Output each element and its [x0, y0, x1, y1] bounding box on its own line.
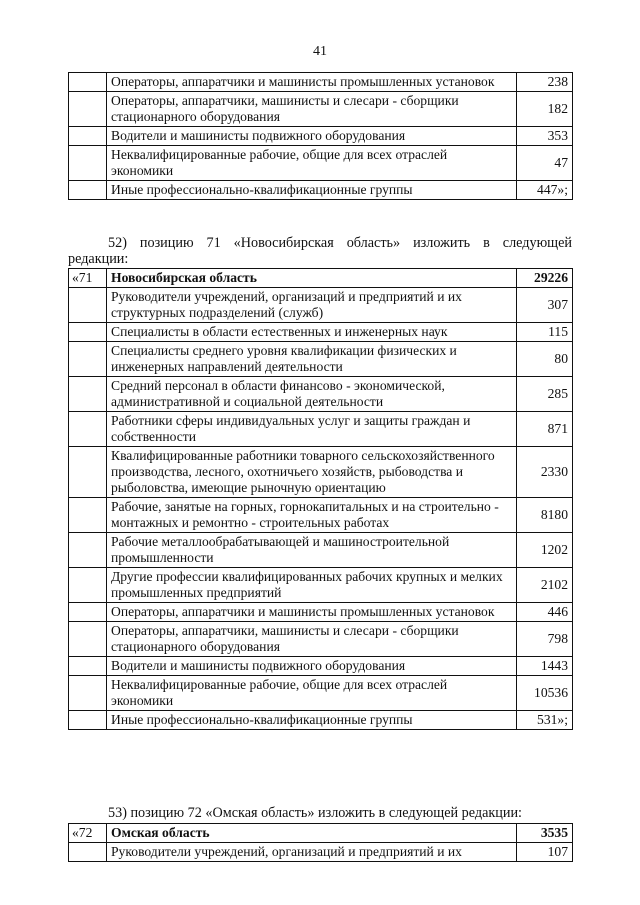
row-name: Иные профессионально-квалификационные группы — [107, 181, 517, 200]
page-number: 41 — [313, 44, 327, 59]
table-row — [69, 181, 573, 200]
row-value: 2330 — [517, 447, 573, 498]
row-name: Операторы, аппаратчики, машинисты и слесари - сборщики стационарного оборудования — [107, 622, 517, 657]
table-row — [69, 603, 573, 622]
row-name: Работники сферы индивидуальных услуг и защиты граждан и собственности — [107, 412, 517, 447]
table-row — [69, 323, 573, 342]
row-value: 238 — [517, 73, 573, 92]
row-value: 80 — [517, 342, 573, 377]
row-name: Омская область — [107, 824, 517, 843]
row-value: 3535 — [517, 824, 573, 843]
table-row — [69, 288, 573, 323]
row-value: 107 — [517, 843, 573, 862]
row-code: «71 — [69, 269, 107, 288]
row-code — [69, 342, 107, 377]
row-code: «72 — [69, 824, 107, 843]
row-code — [69, 657, 107, 676]
row-value: 115 — [517, 323, 573, 342]
row-value: 447»; — [517, 181, 573, 200]
table-row — [69, 622, 573, 657]
paragraph-52 — [68, 235, 572, 267]
omsk-table — [68, 823, 573, 862]
table-row — [69, 127, 573, 146]
row-code — [69, 533, 107, 568]
table-row — [69, 92, 573, 127]
row-name: Неквалифицированные рабочие, общие для всех отраслей экономики — [107, 676, 517, 711]
row-value: 285 — [517, 377, 573, 412]
table-row — [69, 146, 573, 181]
row-name: Водители и машинисты подвижного оборудования — [107, 657, 517, 676]
paragraph-53-line1: 53) позицию 72 «Омская область» изложить в следующей редакции: — [108, 805, 522, 821]
row-code — [69, 498, 107, 533]
row-code — [69, 127, 107, 146]
row-value: 29226 — [517, 269, 573, 288]
row-value: 8180 — [517, 498, 573, 533]
table-row — [69, 498, 573, 533]
row-code — [69, 843, 107, 862]
table-row — [69, 377, 573, 412]
row-code — [69, 711, 107, 730]
table-row — [69, 533, 573, 568]
row-value: 531»; — [517, 711, 573, 730]
row-name: Специалисты в области естественных и инженерных наук — [107, 323, 517, 342]
row-value: 871 — [517, 412, 573, 447]
row-code — [69, 73, 107, 92]
table-row — [69, 657, 573, 676]
row-value: 1443 — [517, 657, 573, 676]
row-value: 798 — [517, 622, 573, 657]
paragraph-53 — [68, 805, 572, 821]
row-value: 2102 — [517, 568, 573, 603]
row-value: 446 — [517, 603, 573, 622]
row-name: Другие профессии квалифицированных рабочих крупных и мелких промышленных предприятий — [107, 568, 517, 603]
table-row — [69, 568, 573, 603]
table-row — [69, 342, 573, 377]
row-name: Рабочие, занятые на горных, горнокапитальных и на строительно - монтажных и ремонтно - строительных работах — [107, 498, 517, 533]
row-code — [69, 622, 107, 657]
row-code — [69, 92, 107, 127]
row-name: Руководители учреждений, организаций и предприятий и их — [107, 843, 517, 862]
row-code — [69, 568, 107, 603]
row-code — [69, 146, 107, 181]
occupation-table-continued — [68, 72, 573, 200]
row-code — [69, 412, 107, 447]
row-value: 353 — [517, 127, 573, 146]
row-value: 47 — [517, 146, 573, 181]
row-name: Операторы, аппаратчики и машинисты промышленных установок — [107, 603, 517, 622]
row-code — [69, 288, 107, 323]
row-name: Операторы, аппаратчики, машинисты и слесари - сборщики стационарного оборудования — [107, 92, 517, 127]
row-code — [69, 377, 107, 412]
region-header-row — [69, 824, 573, 843]
region-header-row — [69, 269, 573, 288]
row-name: Специалисты среднего уровня квалификации физических и инженерных направлений деятельности — [107, 342, 517, 377]
row-name: Новосибирская область — [107, 269, 517, 288]
row-name: Рабочие металлообрабатывающей и машиностроительной промышленности — [107, 533, 517, 568]
row-name: Водители и машинисты подвижного оборудования — [107, 127, 517, 146]
row-value: 1202 — [517, 533, 573, 568]
row-name: Руководители учреждений, организаций и предприятий и их структурных подразделений (служб) — [107, 288, 517, 323]
row-name: Иные профессионально-квалификационные группы — [107, 711, 517, 730]
table-row — [69, 676, 573, 711]
row-value: 307 — [517, 288, 573, 323]
table-row — [69, 412, 573, 447]
row-code — [69, 676, 107, 711]
table-row — [69, 711, 573, 730]
paragraph-52-line1: 52) позицию 71 «Новосибирская область» изложить в следующей — [108, 235, 572, 251]
paragraph-52-line2: редакции: — [68, 251, 129, 267]
row-name: Операторы, аппаратчики и машинисты промышленных установок — [107, 73, 517, 92]
row-name: Средний персонал в области финансово - экономической, административной и социальной деятельности — [107, 377, 517, 412]
row-code — [69, 603, 107, 622]
novosibirsk-table — [68, 268, 573, 730]
table-row — [69, 73, 573, 92]
table-row — [69, 447, 573, 498]
row-value: 10536 — [517, 676, 573, 711]
row-code — [69, 181, 107, 200]
row-name: Неквалифицированные рабочие, общие для всех отраслей экономики — [107, 146, 517, 181]
row-name: Квалифицированные работники товарного сельскохозяйственного производства, лесного, охотничьего хозяйств, рыбоводства и рыболовства, имеющие рыночную ориентацию — [107, 447, 517, 498]
row-code — [69, 447, 107, 498]
table-row — [69, 843, 573, 862]
row-code — [69, 323, 107, 342]
row-value: 182 — [517, 92, 573, 127]
